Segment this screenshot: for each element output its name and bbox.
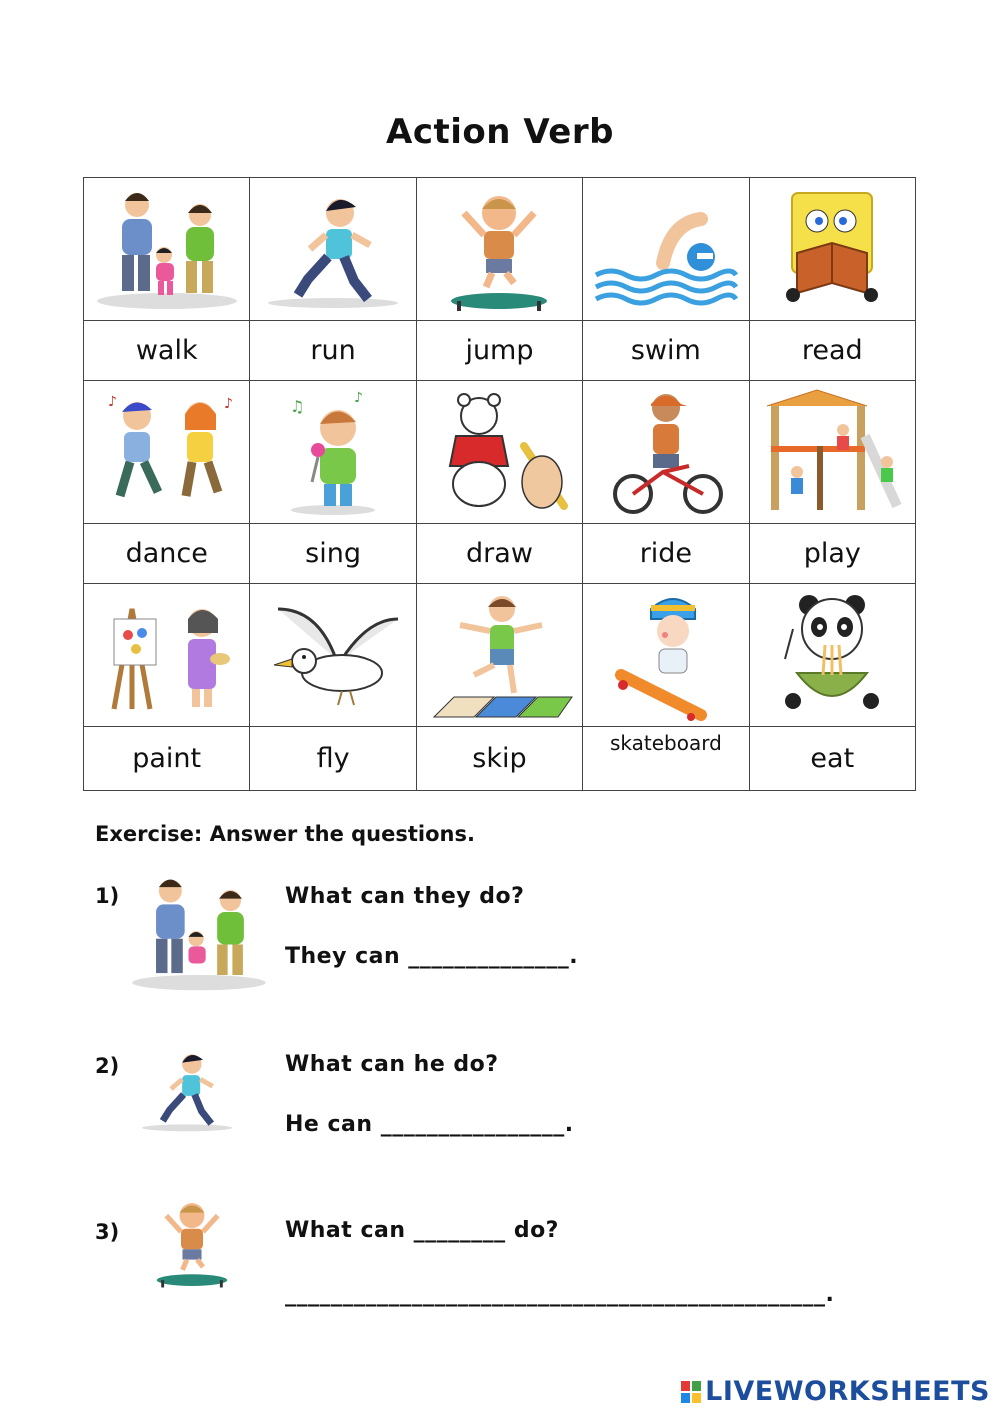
family-walking-icon bbox=[92, 183, 242, 315]
skateboard-picture bbox=[583, 584, 749, 727]
picture-row-1 bbox=[84, 178, 916, 321]
swim-picture bbox=[583, 178, 749, 321]
svg-text:♫: ♫ bbox=[290, 397, 305, 416]
answer-line[interactable]: He can ________________. bbox=[285, 1112, 574, 1137]
family-walking-icon bbox=[123, 870, 275, 996]
question-1 bbox=[95, 870, 915, 1000]
question-text: What can he do? bbox=[285, 1052, 499, 1077]
boy-running-icon bbox=[258, 183, 408, 315]
liveworksheets-logo-icon bbox=[680, 1380, 702, 1404]
page-title: Action Verb bbox=[386, 112, 614, 152]
draw-picture bbox=[416, 381, 582, 524]
question-number: 3) bbox=[95, 1220, 120, 1244]
word-ride: ride bbox=[583, 524, 749, 584]
word-sing: sing bbox=[250, 524, 416, 584]
question-number: 2) bbox=[95, 1054, 120, 1078]
playground-icon bbox=[757, 386, 907, 518]
eat-picture bbox=[749, 584, 915, 727]
question-text: What can they do? bbox=[285, 884, 525, 909]
read-picture bbox=[749, 178, 915, 321]
word-run: run bbox=[250, 321, 416, 381]
word-dance: dance bbox=[84, 524, 250, 584]
boy-singing-icon bbox=[258, 386, 408, 518]
panda-eating-noodles-icon bbox=[757, 589, 907, 721]
walk-picture bbox=[84, 178, 250, 321]
brand-name: LIVEWORKSHEETS bbox=[705, 1376, 990, 1407]
word-eat: eat bbox=[749, 727, 915, 791]
dance-picture bbox=[84, 381, 250, 524]
word-jump: jump bbox=[416, 321, 582, 381]
word-swim: swim bbox=[583, 321, 749, 381]
boy-jumping-trampoline-icon bbox=[424, 183, 574, 315]
word-draw: draw bbox=[416, 524, 582, 584]
word-skateboard: skateboard bbox=[583, 727, 749, 791]
paint-picture bbox=[84, 584, 250, 727]
boy-jumping-trampoline-icon bbox=[137, 1176, 247, 1308]
word-walk: walk bbox=[84, 321, 250, 381]
boy-skateboarding-icon bbox=[591, 589, 741, 721]
run-picture bbox=[250, 178, 416, 321]
vocabulary-table bbox=[83, 177, 916, 791]
answer-line[interactable]: _______________________________________________. bbox=[285, 1282, 835, 1307]
girl-painting-icon bbox=[92, 589, 242, 721]
seagull-flying-icon bbox=[258, 589, 408, 721]
word-row-1 bbox=[84, 321, 916, 381]
question-2 bbox=[95, 1034, 915, 1146]
fly-picture bbox=[250, 584, 416, 727]
jump-picture bbox=[416, 178, 582, 321]
bear-drawing-icon bbox=[424, 386, 574, 518]
sing-picture bbox=[250, 381, 416, 524]
word-skip: skip bbox=[416, 727, 582, 791]
svg-text:♪: ♪ bbox=[223, 396, 233, 412]
picture-row-2 bbox=[84, 381, 916, 524]
boy-running-icon bbox=[135, 1034, 239, 1144]
boy-skipping-hopscotch-icon bbox=[424, 589, 574, 721]
boy-riding-bike-icon bbox=[591, 386, 741, 518]
sponge-reading-book-icon bbox=[757, 183, 907, 315]
question-3 bbox=[95, 1176, 915, 1312]
word-paint: paint bbox=[84, 727, 250, 791]
picture-row-3 bbox=[84, 584, 916, 727]
swimmer-icon bbox=[591, 183, 741, 315]
liveworksheets-brand bbox=[680, 1376, 990, 1407]
svg-text:♪: ♪ bbox=[107, 394, 117, 410]
exercise-title: Exercise: Answer the questions. bbox=[95, 822, 475, 846]
question-number: 1) bbox=[95, 884, 120, 908]
word-fly: fly bbox=[250, 727, 416, 791]
kids-dancing-icon bbox=[92, 386, 242, 518]
word-row-3 bbox=[84, 727, 916, 791]
word-play: play bbox=[749, 524, 915, 584]
word-row-2 bbox=[84, 524, 916, 584]
answer-line[interactable]: They can ______________. bbox=[285, 944, 579, 969]
skip-picture bbox=[416, 584, 582, 727]
play-picture bbox=[749, 381, 915, 524]
ride-picture bbox=[583, 381, 749, 524]
word-read: read bbox=[749, 321, 915, 381]
svg-text:♪: ♪ bbox=[354, 390, 364, 406]
question-text: What can ________ do? bbox=[285, 1218, 559, 1243]
